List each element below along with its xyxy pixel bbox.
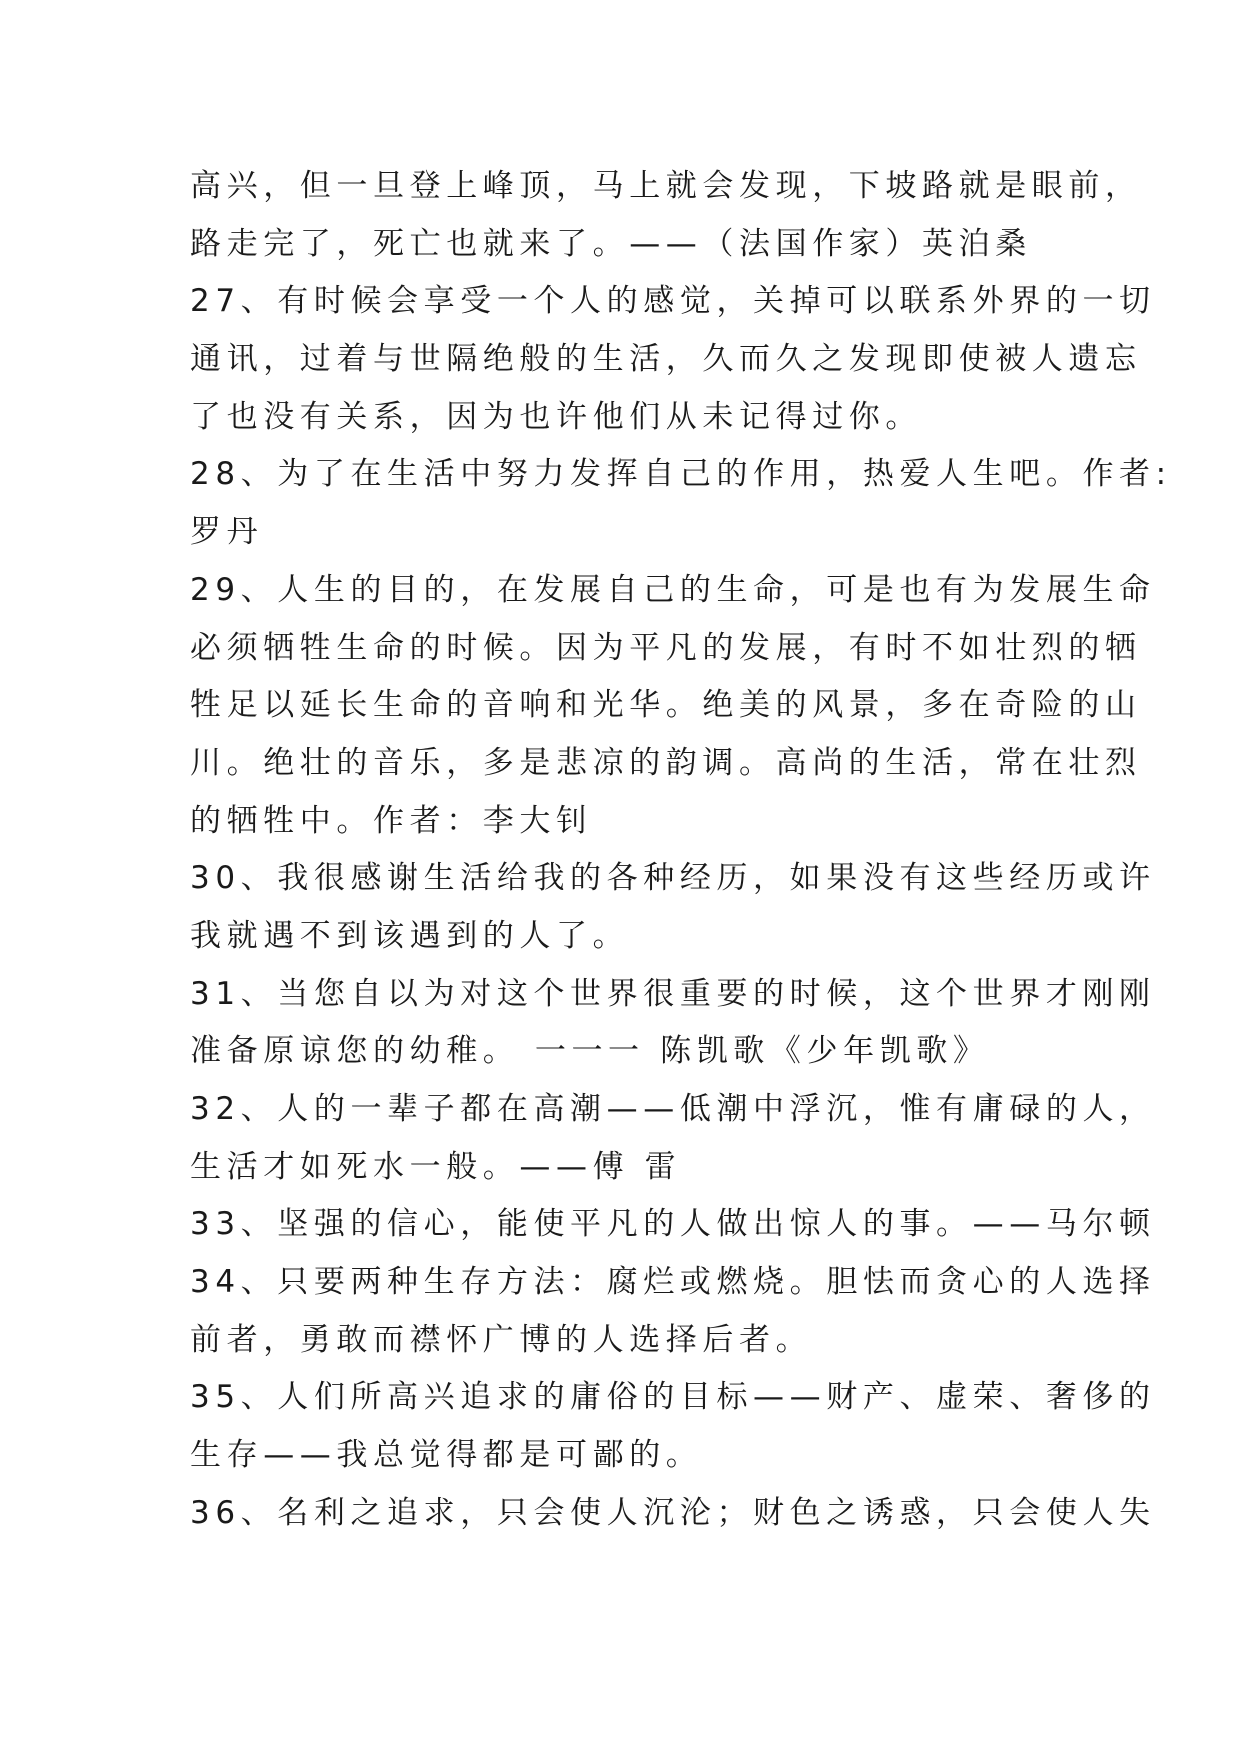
text-line: 我就遇不到该遇到的人了。 [190,917,630,954]
text-line: 牲足以延长生命的音响和光华。绝美的风景，多在奇险的山 [190,687,1142,724]
text-line: 准备原谅您的幼稚。 一一一 陈凯歌《少年凯歌》 [190,1033,990,1070]
text-line: 了也没有关系，因为也许他们从未记得过你。 [190,398,922,435]
text-line: 33、坚强的信心，能使平凡的人做出惊人的事。——马尔顿 [190,1206,1156,1243]
text-line: 34、只要两种生存方法：腐烂或燃烧。胆怯而贪心的人选择 [190,1264,1156,1301]
text-line: 生存——我总觉得都是可鄙的。 [190,1437,703,1474]
text-line: 30、我很感谢生活给我的各种经历，如果没有这些经历或许 [190,860,1156,897]
text-line: 31、当您自以为对这个世界很重要的时候，这个世界才刚刚 [190,975,1156,1012]
text-line: 必须牺牲生命的时候。因为平凡的发展，有时不如壮烈的牺 [190,629,1142,666]
text-line: 生活才如死水一般。——傅 雷 [190,1148,682,1185]
quote-text-block [190,158,1172,1543]
text-line: 高兴，但一旦登上峰顶，马上就会发现，下坡路就是眼前， [190,168,1142,204]
text-line: 35、人们所高兴追求的庸俗的目标——财产、虚荣、奢侈的 [190,1379,1156,1416]
text-line: 前者，勇敢而襟怀广博的人选择后者。 [190,1321,813,1358]
text-line: 罗丹 [190,514,264,551]
text-line: 29、人生的目的，在发展自己的生命，可是也有为发展生命 [190,571,1156,608]
text-line: 32、人的一辈子都在高潮——低潮中浮沉，惟有庸碌的人， [190,1091,1156,1127]
text-line: 28、为了在生活中努力发挥自己的作用，热爱人生吧。作者: [190,456,1172,493]
text-line: 通讯，过着与世隔绝般的生活，久而久之发现即使被人遗忘 [190,341,1142,378]
text-line: 的牺牲中。作者：李大钊 [190,802,593,839]
text-line: 川。绝壮的音乐，多是悲凉的韵调。高尚的生活，常在壮烈 [190,744,1142,781]
text-line: 36、名利之追求，只会使人沉沦；财色之诱惑，只会使人失 [190,1494,1156,1531]
text-line: 27、有时候会享受一个人的感觉，关掉可以联系外界的一切 [190,283,1156,320]
text-line: 路走完了，死亡也就来了。——（法国作家）英泊桑 [190,225,1032,262]
